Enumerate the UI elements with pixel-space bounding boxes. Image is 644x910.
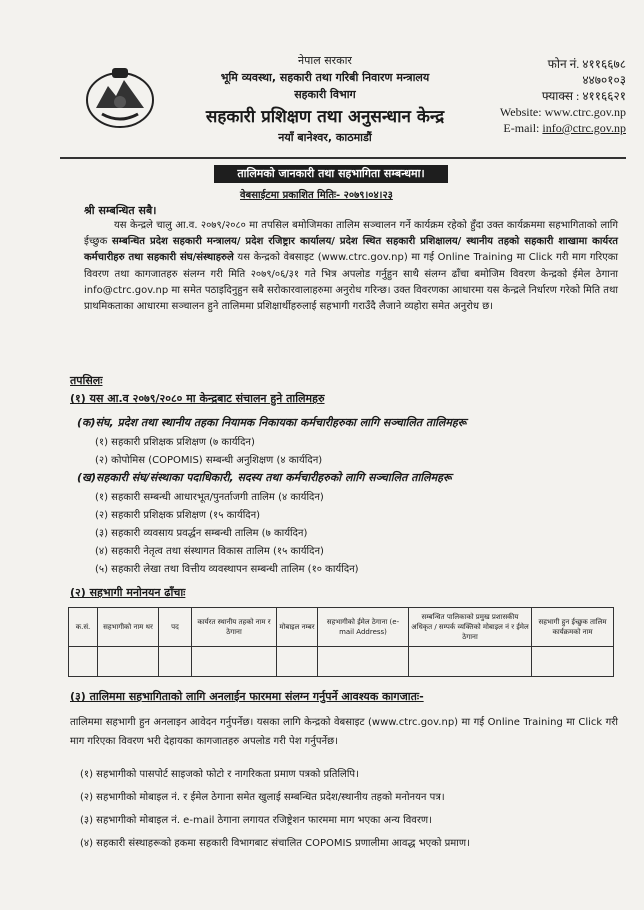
phone-number-2: ४४७०१०३ (582, 73, 626, 87)
salutation: श्री सम्बन्धित सबै। (84, 204, 157, 217)
column-header: सहभागीको ईमेल ठेगाना (e-mail Address) (318, 608, 409, 647)
column-header: मोबाइल नम्बर (277, 608, 318, 647)
ministry-name: भूमि व्यवस्था, सहकारी तथा गरिबी निवारण मन्त्रालय (220, 71, 430, 84)
document-item: (४) सहकारी संस्थाहरूको हकमा सहकारी विभागबाट संचालित COPOMIS प्रणालीमा आवद्ध भएको प्रमाण। (80, 838, 470, 849)
table-row (69, 647, 614, 677)
nomination-title: (२) सहभागी मनोनयन ढाँचाः (70, 586, 186, 599)
section1-title: (१) यस आ.व २०७९/२०८० मा केन्द्रबाट संचालन हुने तालिमहरु (70, 392, 325, 405)
body-part-3: यस केन्द्रको वेबसाइट (www.ctrc.gov.np) मा गई Online Training मा Click गरी माग गरिएका विवरण तथा कागजातहरु संलग्न गरी मिति २०७९/०६/३१ गते भित्र अपलोड गर्नुहुन साथै संलग्न ढाँचा बमोजिम विवरण केन्द्रको ईमेल ठेगाना info@ctrc.gov.np मा समेत पठाइदिनुहुन सबै सरोकारवालाहरुमा अनुरोध गरिन्छ। उक्त विवरणका आधारमा यस केन्द्रले निर्धारण गरेको मिति तथा प्राथमिकताका आधारमा सञ्चालन हुने तालिममा प्रशिक्षार्थीहरुलाई सहभागी गराउँदै लैजाने व्यहोरा समेत अनुरोध छ। (84, 252, 618, 313)
column-header: सहभागी हुन ईच्छुक तालिम कार्यक्रमको नाम (532, 608, 614, 647)
email-label: E-mail: (503, 121, 543, 135)
phone-number: फोन नं. ४११६६७८ (547, 57, 626, 71)
document-item: (२) सहभागीको मोबाइल नं. र ईमेल ठेगाना समेत खुलाई सम्बन्धित प्रदेश/स्थानीय तहको मनोनयन पत्र। (80, 792, 445, 803)
document-item: (३) सहभागीको मोबाइल नं. e-mail ठेगाना लगायत रजिष्ट्रेशन फारममा माग भएका अन्य विवरण। (80, 815, 432, 826)
organization-header (190, 52, 460, 146)
group-b-item: (५) सहकारी लेखा तथा वित्तीय व्यवस्थापन सम्बन्धी तालिम (१० कार्यदिन) (95, 564, 359, 575)
nepal-emblem-icon (82, 64, 158, 130)
email-link[interactable]: info@ctrc.gov.np (542, 121, 626, 135)
govt-name: नेपाल सरकार (298, 54, 352, 67)
group-b-item: (१) सहकारी सम्बन्धी आधारभूत/पुनर्ताजगी तालिम (४ कार्यदिन) (95, 492, 324, 503)
column-header: सम्बन्धित पालिकाको प्रमुख प्रशासकीय अधिकृत / सम्पर्क व्यक्तिको मोबाइल नं र ईमेल ठेगाना (409, 608, 532, 647)
group-b-title: (ख)सहकारी संघ/संस्थाका पदाधिकारी, सदस्य तथा कर्मचारीहरुको लागि सञ्चालित तालिमहरू (77, 471, 452, 484)
email-line (466, 120, 626, 136)
group-b-item: (२) सहकारी प्रशिक्षक प्रशिक्षण (१५ कार्यदिन) (95, 510, 261, 521)
table-header-row (69, 608, 614, 647)
documents-intro: तालिममा सहभागी हुन अनलाइन आवेदन गर्नुपर्नेछ। यसका लागि केन्द्रको वेबसाइट (www.ctrc.gov.np) मा गई Online Training मा Click गरी माग गरिएका विवरण भरी देहायका कागजातहरु अपलोड गरी पेश गर्नुपर्नेछ। (70, 717, 618, 747)
column-header: पद (159, 608, 192, 647)
department-name: सहकारी विभाग (294, 88, 356, 101)
group-a-item: (१) सहकारी प्रशिक्षक प्रशिक्षण (७ कार्यदिन) (95, 437, 255, 448)
center-name: सहकारी प्रशिक्षण तथा अनुसन्धान केन्द्र (205, 107, 445, 127)
notice-body (84, 218, 618, 315)
nomination-table (68, 607, 614, 677)
header-divider (60, 157, 626, 159)
group-a-item: (२) कोपोमिस (COPOMIS) सम्बन्धी अनुशिक्षण (४ कार्यदिन) (95, 455, 323, 466)
published-date: वेबसाईटमा प्रकाशित मितिः- २०७९।०४।२३ (240, 190, 393, 201)
group-b-item: (३) सहकारी व्यवसाय प्रवर्द्धन सम्बन्धी तालिम (७ कार्यदिन) (95, 528, 308, 539)
body-part-1: यस केन्द्रले चालु आ.व. २०७९/२०८० मा तपसिल बमोजिमका तालिम सञ्चालन गर्ने कार्यक्रम रहेको हुँदा उक्त कार्यक्रममा सहभागिताको लागि ईच्छुक (84, 220, 618, 248)
website-text: Website: www.ctrc.gov.np (499, 105, 626, 119)
document-item: (१) सहभागीको पासपोर्ट साइजको फोटो र नागरिकता प्रमाण पत्रको प्रतिलिपि। (80, 769, 359, 780)
contact-block (466, 56, 626, 136)
schedule-label: तपसिलः (70, 374, 103, 387)
documents-title: (३) तालिममा सहभागिताको लागि अनलाईन फारममा संलग्न गर्नुपर्ने आवश्यक कागजातः- (70, 690, 424, 703)
column-header: कार्यरत स्थानीय तहको नाम र ठेगाना (192, 608, 277, 647)
column-header: क.सं. (69, 608, 98, 647)
center-address: नयाँ बानेश्वर, काठमाडौं (278, 131, 372, 144)
group-b-item: (४) सहकारी नेतृत्व तथा संस्थागत विकास तालिम (१५ कार्यदिन) (95, 546, 324, 557)
column-header: सहभागीको नाम थर (98, 608, 159, 647)
notice-banner: तालिमको जानकारी तथा सहभागिता सम्बन्धमा। (214, 165, 448, 183)
group-a-title: (क)संघ, प्रदेश तथा स्थानीय तहका नियामक निकायका कर्मचारीहरुका लागि सञ्चालित तालिमहरू (77, 416, 467, 429)
body-part-2: सम्बन्धित प्रदेश सहकारी मन्त्रालय/ प्रदेश रजिष्ट्रार कार्यालय/ प्रदेश स्थित सहकारी प्रशिक्षालय/ स्थानीय तहको सहकारी शाखामा कार्यरत कर्मचारीहरु तथा सहकारी संघ/संस्थाहरुले (84, 236, 618, 264)
fax-number: फ्याक्स : ४११६६२१ (541, 89, 626, 103)
